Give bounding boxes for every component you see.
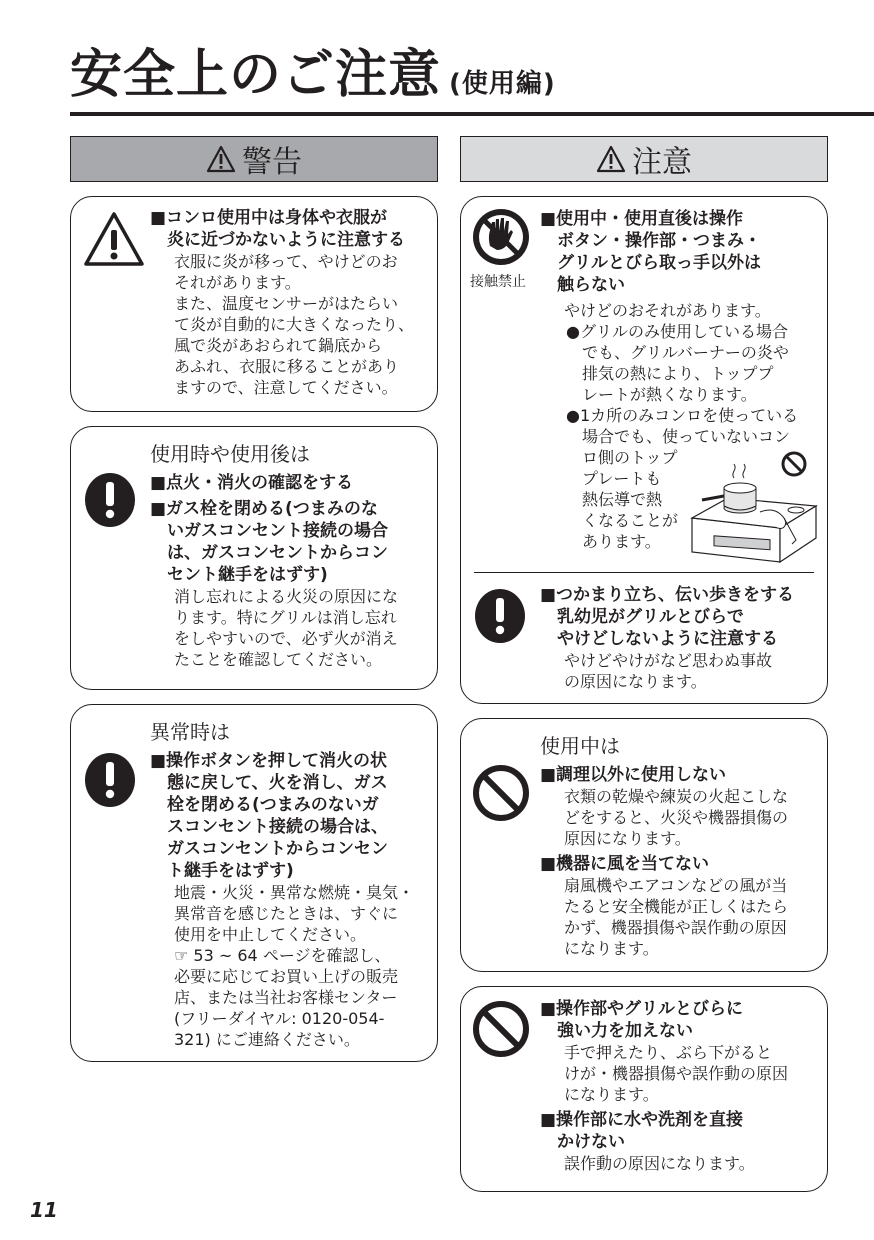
- body-line: どをすると、火災や機器損傷の: [564, 808, 789, 827]
- bullet-line: レートが熱くなります。: [582, 385, 757, 404]
- heading-line: セント継手をはずす): [167, 565, 328, 585]
- body-line: 衣類の乾燥や練炭の火起こしな: [564, 787, 789, 806]
- heading-line: やけどしないように注意する: [557, 629, 778, 649]
- body-line: 手で押えたり、ぶら下がると: [564, 1043, 773, 1062]
- body-line: ります。特にグリルは消し忘れ: [174, 608, 397, 627]
- body-line: たると安全機能が正しくはたら: [564, 897, 789, 916]
- body-line: 使用を中止してください。: [174, 925, 367, 944]
- body-line: けが・機器損傷や誤作動の原因: [564, 1064, 789, 1083]
- body-line: になります。: [564, 1085, 659, 1104]
- exclamation-icon: [84, 472, 136, 528]
- heading-line: かけない: [557, 1132, 625, 1152]
- body-line: 扇風機やエアコンなどの風が当: [564, 876, 788, 895]
- body-line: 必要に応じてお買い上げの販売: [174, 967, 399, 986]
- heading-line: グリルとびら取っ手以外は: [557, 253, 761, 273]
- body-line: をしやすいので、必ず火が消え: [174, 629, 398, 648]
- body-line: 異常音を感じたときは、すぐに: [174, 904, 399, 923]
- prohibition-icon: [472, 764, 530, 822]
- box-subtitle: 使用中は: [540, 734, 620, 758]
- caution-banner-label: 注意: [632, 145, 692, 180]
- caution-box-during-use-text: [540, 764, 788, 959]
- bullet-line: でも、グリルバーナーの炎や: [582, 343, 789, 362]
- heading-line: 炎に近づかないように注意する: [167, 230, 405, 250]
- warning-banner-label: 警告: [242, 145, 302, 180]
- no-touch-icon: [472, 208, 530, 266]
- heading-line: ■使用中・使用直後は操作: [540, 209, 744, 229]
- warning-triangle-icon: [206, 145, 236, 173]
- body-line: 消し忘れによる火災の原因にな: [174, 587, 399, 606]
- body-line: になります。: [564, 939, 659, 958]
- warning-triangle-icon: [82, 210, 146, 268]
- heading-line: 栓を閉める(つまみのないガ: [167, 795, 379, 815]
- caution-box-force-water-text: [540, 998, 788, 1174]
- warning-box-after-use-text: [150, 472, 398, 670]
- body-line: かず、機器損傷や誤作動の原因: [564, 918, 787, 937]
- body-line: 誤作動の原因になります。: [564, 1154, 755, 1173]
- bullet-line: ロ側のトップ: [582, 448, 678, 467]
- heading-line: ■点火・消火の確認をする: [150, 473, 354, 493]
- bullet-line: 排気の熱により、トッププ: [582, 364, 774, 383]
- box-subtitle: 異常時は: [150, 720, 230, 744]
- heading-line: いガスコンセント接続の場合: [167, 521, 388, 541]
- warning-box-emergency-text: [150, 750, 414, 1050]
- heading-line: 乳幼児がグリルとびらで: [557, 607, 744, 627]
- bullet-line: あります。: [582, 532, 661, 551]
- body-line: の原因になります。: [564, 672, 707, 691]
- caution-banner: [460, 136, 828, 182]
- caution-box-toddler-text: [540, 584, 794, 692]
- heading-line: ■操作部に水や洗剤を直接: [540, 1110, 744, 1130]
- bullet-line: くなることが: [582, 511, 679, 530]
- heading-line: ボタン・操作部・つまみ・: [557, 231, 761, 251]
- body-line: て炎が自動的に大きくなったり、: [174, 315, 415, 334]
- bullet-line: 場合でも、使っていないコン: [582, 427, 791, 446]
- heading-line: 態に戻して、火を消し、ガス: [167, 773, 388, 793]
- page-subtitle: (使用編): [449, 69, 556, 99]
- body-line: また、温度センサーがはたらい: [174, 294, 399, 313]
- bullet-line: ●グリルのみ使用している場合: [566, 322, 788, 341]
- heading-line: は、ガスコンセントからコン: [167, 543, 388, 563]
- heading-line: スコンセント接続の場合は、: [167, 817, 388, 837]
- heading-line: ■機器に風を当てない: [540, 854, 710, 874]
- body-line: たことを確認してください。: [174, 650, 383, 669]
- exclamation-icon: [84, 752, 136, 808]
- body-line: あふれ、衣服に移ることがあり: [174, 357, 399, 376]
- bullet-line: プレートも: [582, 469, 662, 488]
- heading-line: ■コンロ使用中は身体や衣服が: [150, 208, 388, 228]
- page-number: 11: [30, 1198, 58, 1222]
- heading-line: ■調理以外に使用しない: [540, 765, 727, 785]
- heading-line: ガスコンセントからコンセン: [167, 839, 388, 859]
- body-line: やけどやけがなど思わぬ事故: [564, 651, 773, 670]
- warning-triangle-icon: [596, 145, 626, 173]
- body-line: ますので、注意してください。: [174, 378, 398, 397]
- bullet-line: 熱伝導で熱: [582, 490, 663, 509]
- divider: [474, 572, 814, 573]
- heading-line: ■操作部やグリルとびらに: [540, 999, 744, 1019]
- box-subtitle: 使用時や使用後は: [150, 442, 310, 466]
- body-line: やけどのおそれがあります。: [564, 301, 771, 320]
- stove-illustration: [688, 448, 818, 564]
- heading-line: 触らない: [557, 275, 625, 295]
- page-reference: ☞ 53 ~ 64 ページを確認し、: [174, 946, 391, 965]
- heading-line: ■ガス栓を閉める(つまみのな: [150, 499, 378, 519]
- title-rule: [70, 112, 874, 116]
- heading-line: ■つかまり立ち、伝い歩きをする: [540, 585, 795, 605]
- warning-banner: [70, 136, 438, 182]
- body-line: 地震・火災・異常な燃焼・臭気・: [174, 883, 415, 902]
- bullet-line: ●1カ所のみコンロを使っている: [566, 406, 799, 425]
- heading-line: ト継手をはずす): [167, 861, 294, 881]
- body-line: それがあります。: [174, 273, 301, 292]
- body-line: 店、または当社お客様センター: [174, 988, 398, 1007]
- body-line: (フリーダイヤル: 0120-054-: [174, 1009, 385, 1028]
- page-title: 安全上のご注意 (使用編): [70, 45, 556, 105]
- body-line: 衣服に炎が移って、やけどのお: [174, 252, 398, 271]
- prohibition-icon: [472, 1000, 530, 1058]
- heading-line: 強い力を加えない: [557, 1021, 693, 1041]
- body-line: 原因になります。: [564, 829, 691, 848]
- heading-line: ■操作ボタンを押して消火の状: [150, 751, 388, 771]
- exclamation-icon: [474, 588, 526, 644]
- no-touch-label: 接触禁止: [470, 274, 526, 290]
- warning-box-clothes-text: [150, 207, 414, 398]
- body-line: 風で炎があおられて鍋底から: [174, 336, 383, 355]
- body-line: 321) にご連絡ください。: [174, 1030, 360, 1049]
